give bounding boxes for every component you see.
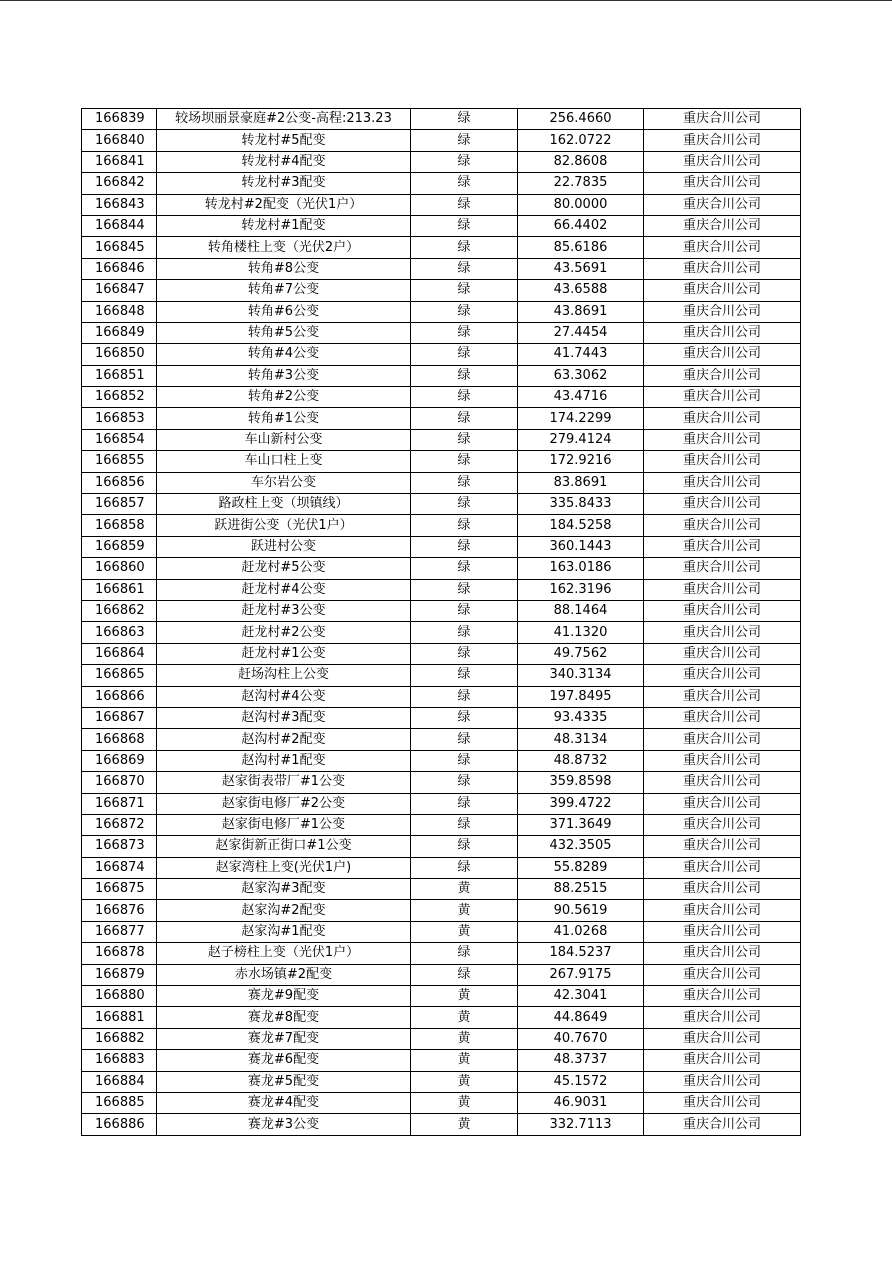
value-cell: 55.8289 xyxy=(518,857,644,878)
status-cell: 绿 xyxy=(411,558,518,579)
id-cell: 166841 xyxy=(82,151,157,172)
table-row xyxy=(82,130,801,151)
table-row xyxy=(82,857,801,878)
value-cell: 163.0186 xyxy=(518,558,644,579)
table-row xyxy=(82,451,801,472)
name-cell: 赵家沟#2配变 xyxy=(157,900,411,921)
value-cell: 48.8732 xyxy=(518,750,644,771)
table-row xyxy=(82,280,801,301)
name-cell: 赵家湾柱上变(光伏1户) xyxy=(157,857,411,878)
id-cell: 166858 xyxy=(82,515,157,536)
id-cell: 166853 xyxy=(82,408,157,429)
id-cell: 166871 xyxy=(82,793,157,814)
status-cell: 黄 xyxy=(411,1028,518,1049)
table-row xyxy=(82,600,801,621)
id-cell: 166882 xyxy=(82,1028,157,1049)
table-row xyxy=(82,387,801,408)
table-row xyxy=(82,750,801,771)
value-cell: 184.5258 xyxy=(518,515,644,536)
name-cell: 赶龙村#5公变 xyxy=(157,558,411,579)
name-cell: 跃进村公变 xyxy=(157,536,411,557)
id-cell: 166854 xyxy=(82,429,157,450)
id-cell: 166874 xyxy=(82,857,157,878)
value-cell: 184.5237 xyxy=(518,943,644,964)
name-cell: 赶龙村#3公变 xyxy=(157,600,411,621)
status-cell: 绿 xyxy=(411,686,518,707)
id-cell: 166848 xyxy=(82,301,157,322)
id-cell: 166856 xyxy=(82,472,157,493)
table-row xyxy=(82,109,801,130)
table-row xyxy=(82,1028,801,1049)
value-cell: 93.4335 xyxy=(518,707,644,728)
status-cell: 绿 xyxy=(411,194,518,215)
name-cell: 车山新村公变 xyxy=(157,429,411,450)
company-cell: 重庆合川公司 xyxy=(644,622,801,643)
status-cell: 绿 xyxy=(411,472,518,493)
id-cell: 166862 xyxy=(82,600,157,621)
table-row xyxy=(82,921,801,942)
company-cell: 重庆合川公司 xyxy=(644,322,801,343)
id-cell: 166865 xyxy=(82,665,157,686)
status-cell: 绿 xyxy=(411,258,518,279)
value-cell: 256.4660 xyxy=(518,109,644,130)
id-cell: 166868 xyxy=(82,729,157,750)
status-cell: 绿 xyxy=(411,365,518,386)
table-row xyxy=(82,1050,801,1071)
company-cell: 重庆合川公司 xyxy=(644,301,801,322)
company-cell: 重庆合川公司 xyxy=(644,515,801,536)
table-row xyxy=(82,622,801,643)
name-cell: 转角#8公变 xyxy=(157,258,411,279)
value-cell: 43.5691 xyxy=(518,258,644,279)
name-cell: 赵家沟#3配变 xyxy=(157,879,411,900)
company-cell: 重庆合川公司 xyxy=(644,173,801,194)
value-cell: 41.0268 xyxy=(518,921,644,942)
id-cell: 166861 xyxy=(82,579,157,600)
company-cell: 重庆合川公司 xyxy=(644,857,801,878)
status-cell: 绿 xyxy=(411,237,518,258)
table-row xyxy=(82,515,801,536)
status-cell: 绿 xyxy=(411,707,518,728)
company-cell: 重庆合川公司 xyxy=(644,921,801,942)
table-row xyxy=(82,986,801,1007)
table-row xyxy=(82,151,801,172)
company-cell: 重庆合川公司 xyxy=(644,814,801,835)
company-cell: 重庆合川公司 xyxy=(644,194,801,215)
name-cell: 赛龙#7配变 xyxy=(157,1028,411,1049)
name-cell: 赵家街新正街口#1公变 xyxy=(157,836,411,857)
table-row xyxy=(82,408,801,429)
table-row xyxy=(82,258,801,279)
company-cell: 重庆合川公司 xyxy=(644,643,801,664)
table-row xyxy=(82,1114,801,1135)
name-cell: 转角#1公变 xyxy=(157,408,411,429)
name-cell: 转角#5公变 xyxy=(157,322,411,343)
value-cell: 90.5619 xyxy=(518,900,644,921)
id-cell: 166855 xyxy=(82,451,157,472)
table-row xyxy=(82,836,801,857)
status-cell: 绿 xyxy=(411,344,518,365)
id-cell: 166869 xyxy=(82,750,157,771)
company-cell: 重庆合川公司 xyxy=(644,665,801,686)
table-row xyxy=(82,344,801,365)
value-cell: 335.8433 xyxy=(518,494,644,515)
table-row xyxy=(82,707,801,728)
value-cell: 42.3041 xyxy=(518,986,644,1007)
id-cell: 166852 xyxy=(82,387,157,408)
value-cell: 162.0722 xyxy=(518,130,644,151)
name-cell: 赵沟村#4公变 xyxy=(157,686,411,707)
name-cell: 赛龙#4配变 xyxy=(157,1092,411,1113)
value-cell: 85.6186 xyxy=(518,237,644,258)
table-row xyxy=(82,1071,801,1092)
id-cell: 166850 xyxy=(82,344,157,365)
name-cell: 转龙村#1配变 xyxy=(157,215,411,236)
company-cell: 重庆合川公司 xyxy=(644,536,801,557)
name-cell: 转角楼柱上变（光伏2户） xyxy=(157,237,411,258)
status-cell: 绿 xyxy=(411,151,518,172)
id-cell: 166866 xyxy=(82,686,157,707)
company-cell: 重庆合川公司 xyxy=(644,237,801,258)
status-cell: 绿 xyxy=(411,130,518,151)
company-cell: 重庆合川公司 xyxy=(644,387,801,408)
status-cell: 绿 xyxy=(411,622,518,643)
status-cell: 黄 xyxy=(411,986,518,1007)
value-cell: 66.4402 xyxy=(518,215,644,236)
name-cell: 赵家街电修厂#2公变 xyxy=(157,793,411,814)
company-cell: 重庆合川公司 xyxy=(644,344,801,365)
table-row xyxy=(82,558,801,579)
name-cell: 转角#6公变 xyxy=(157,301,411,322)
status-cell: 绿 xyxy=(411,814,518,835)
id-cell: 166849 xyxy=(82,322,157,343)
name-cell: 转龙村#2配变（光伏1户） xyxy=(157,194,411,215)
value-cell: 43.4716 xyxy=(518,387,644,408)
id-cell: 166883 xyxy=(82,1050,157,1071)
status-cell: 绿 xyxy=(411,772,518,793)
name-cell: 赛龙#8配变 xyxy=(157,1007,411,1028)
status-cell: 绿 xyxy=(411,793,518,814)
status-cell: 绿 xyxy=(411,322,518,343)
company-cell: 重庆合川公司 xyxy=(644,558,801,579)
name-cell: 转角#2公变 xyxy=(157,387,411,408)
status-cell: 绿 xyxy=(411,579,518,600)
company-cell: 重庆合川公司 xyxy=(644,900,801,921)
value-cell: 162.3196 xyxy=(518,579,644,600)
company-cell: 重庆合川公司 xyxy=(644,365,801,386)
status-cell: 黄 xyxy=(411,1071,518,1092)
name-cell: 车尔岩公变 xyxy=(157,472,411,493)
value-cell: 63.3062 xyxy=(518,365,644,386)
value-cell: 332.7113 xyxy=(518,1114,644,1135)
status-cell: 黄 xyxy=(411,921,518,942)
id-cell: 166842 xyxy=(82,173,157,194)
id-cell: 166846 xyxy=(82,258,157,279)
value-cell: 46.9031 xyxy=(518,1092,644,1113)
table-row xyxy=(82,772,801,793)
table-row xyxy=(82,665,801,686)
company-cell: 重庆合川公司 xyxy=(644,964,801,985)
company-cell: 重庆合川公司 xyxy=(644,258,801,279)
id-cell: 166886 xyxy=(82,1114,157,1135)
company-cell: 重庆合川公司 xyxy=(644,707,801,728)
value-cell: 80.0000 xyxy=(518,194,644,215)
name-cell: 跃进街公变（光伏1户） xyxy=(157,515,411,536)
name-cell: 赛龙#9配变 xyxy=(157,986,411,1007)
id-cell: 166860 xyxy=(82,558,157,579)
table-row xyxy=(82,237,801,258)
status-cell: 绿 xyxy=(411,943,518,964)
company-cell: 重庆合川公司 xyxy=(644,579,801,600)
company-cell: 重庆合川公司 xyxy=(644,1071,801,1092)
name-cell: 赶龙村#1公变 xyxy=(157,643,411,664)
table-row xyxy=(82,194,801,215)
name-cell: 赛龙#3公变 xyxy=(157,1114,411,1135)
status-cell: 绿 xyxy=(411,387,518,408)
table-row xyxy=(82,793,801,814)
table-row xyxy=(82,494,801,515)
company-cell: 重庆合川公司 xyxy=(644,130,801,151)
status-cell: 绿 xyxy=(411,600,518,621)
name-cell: 赶场沟柱上公变 xyxy=(157,665,411,686)
status-cell: 绿 xyxy=(411,408,518,429)
id-cell: 166884 xyxy=(82,1071,157,1092)
status-cell: 绿 xyxy=(411,857,518,878)
table-row xyxy=(82,301,801,322)
name-cell: 路政柱上变（坝镇线） xyxy=(157,494,411,515)
status-cell: 黄 xyxy=(411,1007,518,1028)
company-cell: 重庆合川公司 xyxy=(644,280,801,301)
status-cell: 绿 xyxy=(411,109,518,130)
status-cell: 黄 xyxy=(411,900,518,921)
id-cell: 166863 xyxy=(82,622,157,643)
company-cell: 重庆合川公司 xyxy=(644,451,801,472)
value-cell: 83.8691 xyxy=(518,472,644,493)
company-cell: 重庆合川公司 xyxy=(644,1114,801,1135)
status-cell: 绿 xyxy=(411,729,518,750)
table-row xyxy=(82,215,801,236)
name-cell: 较场坝丽景豪庭#2公变-高程:213.23 xyxy=(157,109,411,130)
status-cell: 绿 xyxy=(411,280,518,301)
status-cell: 黄 xyxy=(411,1092,518,1113)
id-cell: 166847 xyxy=(82,280,157,301)
name-cell: 赵家街电修厂#1公变 xyxy=(157,814,411,835)
id-cell: 166872 xyxy=(82,814,157,835)
id-cell: 166879 xyxy=(82,964,157,985)
status-cell: 绿 xyxy=(411,451,518,472)
value-cell: 43.8691 xyxy=(518,301,644,322)
value-cell: 88.2515 xyxy=(518,879,644,900)
value-cell: 360.1443 xyxy=(518,536,644,557)
id-cell: 166859 xyxy=(82,536,157,557)
value-cell: 340.3134 xyxy=(518,665,644,686)
company-cell: 重庆合川公司 xyxy=(644,215,801,236)
company-cell: 重庆合川公司 xyxy=(644,472,801,493)
id-cell: 166851 xyxy=(82,365,157,386)
id-cell: 166885 xyxy=(82,1092,157,1113)
value-cell: 197.8495 xyxy=(518,686,644,707)
id-cell: 166877 xyxy=(82,921,157,942)
value-cell: 41.1320 xyxy=(518,622,644,643)
name-cell: 赛龙#6配变 xyxy=(157,1050,411,1071)
table-row xyxy=(82,879,801,900)
value-cell: 41.7443 xyxy=(518,344,644,365)
table-row xyxy=(82,943,801,964)
company-cell: 重庆合川公司 xyxy=(644,750,801,771)
value-cell: 40.7670 xyxy=(518,1028,644,1049)
value-cell: 371.3649 xyxy=(518,814,644,835)
value-cell: 174.2299 xyxy=(518,408,644,429)
value-cell: 399.4722 xyxy=(518,793,644,814)
id-cell: 166845 xyxy=(82,237,157,258)
status-cell: 绿 xyxy=(411,515,518,536)
name-cell: 车山口柱上变 xyxy=(157,451,411,472)
status-cell: 绿 xyxy=(411,494,518,515)
table-row xyxy=(82,173,801,194)
table-row xyxy=(82,322,801,343)
value-cell: 267.9175 xyxy=(518,964,644,985)
status-cell: 黄 xyxy=(411,1114,518,1135)
company-cell: 重庆合川公司 xyxy=(644,943,801,964)
id-cell: 166875 xyxy=(82,879,157,900)
name-cell: 转龙村#4配变 xyxy=(157,151,411,172)
name-cell: 赶龙村#2公变 xyxy=(157,622,411,643)
company-cell: 重庆合川公司 xyxy=(644,600,801,621)
name-cell: 赵沟村#1配变 xyxy=(157,750,411,771)
company-cell: 重庆合川公司 xyxy=(644,151,801,172)
name-cell: 转角#4公变 xyxy=(157,344,411,365)
name-cell: 赵家沟#1配变 xyxy=(157,921,411,942)
status-cell: 绿 xyxy=(411,643,518,664)
company-cell: 重庆合川公司 xyxy=(644,494,801,515)
status-cell: 绿 xyxy=(411,964,518,985)
page-top-border xyxy=(0,0,892,1)
id-cell: 166843 xyxy=(82,194,157,215)
value-cell: 43.6588 xyxy=(518,280,644,301)
status-cell: 黄 xyxy=(411,1050,518,1071)
name-cell: 赵家街表带厂#1公变 xyxy=(157,772,411,793)
name-cell: 赤水场镇#2配变 xyxy=(157,964,411,985)
table-row xyxy=(82,1092,801,1113)
company-cell: 重庆合川公司 xyxy=(644,1028,801,1049)
table-body xyxy=(82,109,801,1136)
company-cell: 重庆合川公司 xyxy=(644,879,801,900)
status-cell: 绿 xyxy=(411,173,518,194)
status-cell: 绿 xyxy=(411,750,518,771)
table-row xyxy=(82,429,801,450)
value-cell: 82.8608 xyxy=(518,151,644,172)
id-cell: 166881 xyxy=(82,1007,157,1028)
transformer-table xyxy=(81,108,801,1136)
name-cell: 转角#7公变 xyxy=(157,280,411,301)
value-cell: 48.3134 xyxy=(518,729,644,750)
status-cell: 绿 xyxy=(411,429,518,450)
company-cell: 重庆合川公司 xyxy=(644,1050,801,1071)
value-cell: 359.8598 xyxy=(518,772,644,793)
company-cell: 重庆合川公司 xyxy=(644,836,801,857)
company-cell: 重庆合川公司 xyxy=(644,109,801,130)
id-cell: 166870 xyxy=(82,772,157,793)
status-cell: 绿 xyxy=(411,215,518,236)
value-cell: 279.4124 xyxy=(518,429,644,450)
company-cell: 重庆合川公司 xyxy=(644,986,801,1007)
id-cell: 166867 xyxy=(82,707,157,728)
table-row xyxy=(82,686,801,707)
value-cell: 44.8649 xyxy=(518,1007,644,1028)
table-row xyxy=(82,579,801,600)
id-cell: 166840 xyxy=(82,130,157,151)
table-row xyxy=(82,1007,801,1028)
table-row xyxy=(82,536,801,557)
status-cell: 绿 xyxy=(411,301,518,322)
value-cell: 49.7562 xyxy=(518,643,644,664)
name-cell: 赛龙#5配变 xyxy=(157,1071,411,1092)
table-row xyxy=(82,472,801,493)
name-cell: 赵沟村#2配变 xyxy=(157,729,411,750)
id-cell: 166864 xyxy=(82,643,157,664)
value-cell: 27.4454 xyxy=(518,322,644,343)
table-row xyxy=(82,729,801,750)
company-cell: 重庆合川公司 xyxy=(644,429,801,450)
table-row xyxy=(82,365,801,386)
id-cell: 166876 xyxy=(82,900,157,921)
company-cell: 重庆合川公司 xyxy=(644,686,801,707)
status-cell: 绿 xyxy=(411,665,518,686)
id-cell: 166873 xyxy=(82,836,157,857)
company-cell: 重庆合川公司 xyxy=(644,793,801,814)
name-cell: 赵沟村#3配变 xyxy=(157,707,411,728)
table-row xyxy=(82,964,801,985)
status-cell: 黄 xyxy=(411,879,518,900)
table-row xyxy=(82,814,801,835)
name-cell: 赵子榜柱上变（光伏1户） xyxy=(157,943,411,964)
table-row xyxy=(82,643,801,664)
id-cell: 166839 xyxy=(82,109,157,130)
value-cell: 45.1572 xyxy=(518,1071,644,1092)
table-row xyxy=(82,900,801,921)
value-cell: 172.9216 xyxy=(518,451,644,472)
name-cell: 转角#3公变 xyxy=(157,365,411,386)
value-cell: 22.7835 xyxy=(518,173,644,194)
company-cell: 重庆合川公司 xyxy=(644,408,801,429)
value-cell: 48.3737 xyxy=(518,1050,644,1071)
id-cell: 166857 xyxy=(82,494,157,515)
value-cell: 432.3505 xyxy=(518,836,644,857)
company-cell: 重庆合川公司 xyxy=(644,1007,801,1028)
company-cell: 重庆合川公司 xyxy=(644,772,801,793)
id-cell: 166844 xyxy=(82,215,157,236)
id-cell: 166880 xyxy=(82,986,157,1007)
value-cell: 88.1464 xyxy=(518,600,644,621)
name-cell: 赶龙村#4公变 xyxy=(157,579,411,600)
status-cell: 绿 xyxy=(411,836,518,857)
status-cell: 绿 xyxy=(411,536,518,557)
name-cell: 转龙村#3配变 xyxy=(157,173,411,194)
name-cell: 转龙村#5配变 xyxy=(157,130,411,151)
id-cell: 166878 xyxy=(82,943,157,964)
company-cell: 重庆合川公司 xyxy=(644,1092,801,1113)
company-cell: 重庆合川公司 xyxy=(644,729,801,750)
